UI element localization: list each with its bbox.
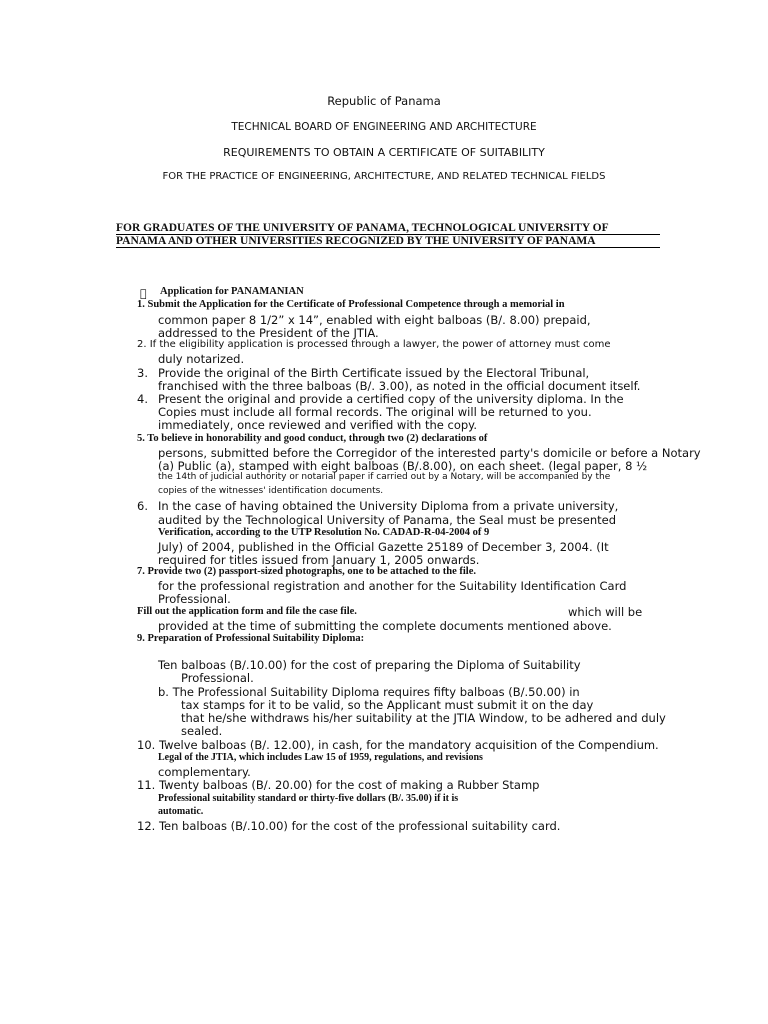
item-10-line-1: 10. Twelve balboas (B/. 12.00), in cash, for the mandatory acquisition of the Compendium. xyxy=(137,738,659,752)
item-7-line-3: Professional. xyxy=(158,592,231,606)
item-7-line-2: for the professional registration and another for the Suitability Identification Card xyxy=(158,579,627,593)
application-marker-icon xyxy=(140,286,147,300)
item-6-number: 6. xyxy=(137,499,148,513)
item-4-line-1: Present the original and provide a certified copy of the university diploma. In the xyxy=(158,392,624,406)
item-12-line-1: 12. Ten balboas (B/.10.00) for the cost of the professional suitability card. xyxy=(137,819,561,833)
item-5-line-4: the 14th of judicial authority or notarial paper if carried out by a Notary, will be accompanied by the xyxy=(158,472,611,482)
item-3-line-1: Provide the original of the Birth Certificate issued by the Electoral Tribunal, xyxy=(158,366,590,380)
item-5-line-3: (a) Public (a), stamped with eight balboas (B/.8.00), on each sheet. (legal paper, 8 ½ xyxy=(158,459,648,473)
item-3-number: 3. xyxy=(137,366,148,380)
item-9-a-line-1: Ten balboas (B/.10.00) for the cost of preparing the Diploma of Suitability xyxy=(158,658,581,672)
item-10-line-3: complementary. xyxy=(158,765,251,779)
item-1-line-1: 1. Submit the Application for the Certificate of Professional Competence through a memorial in xyxy=(137,299,565,310)
item-5-line-5: copies of the witnesses' identification documents. xyxy=(158,486,384,496)
header-practice: FOR THE PRACTICE OF ENGINEERING, ARCHITECTURE, AND RELATED TECHNICAL FIELDS xyxy=(162,171,606,182)
item-4-number: 4. xyxy=(137,392,148,406)
item-5-line-2: persons, submitted before the Corregidor of the interested party's domicile or before a Notary xyxy=(158,446,701,460)
application-label: Application for PANAMANIAN xyxy=(160,286,304,297)
item-3-line-2: franchised with the three balboas (B/. 3.00), as noted in the official document itself. xyxy=(158,379,641,393)
item-6-line-4: July) of 2004, published in the Official Gazette 25189 of December 3, 2004. (It xyxy=(158,540,609,554)
section-heading-line1: FOR GRADUATES OF THE UNIVERSITY OF PANAMA, TECHNOLOGICAL UNIVERSITY OF xyxy=(116,222,660,235)
item-7-line-1: 7. Provide two (2) passport-sized photographs, one to be attached to the file. xyxy=(137,566,476,577)
item-6-line-3: Verification, according to the UTP Resolution No. CADAD-R-04-2004 of 9 xyxy=(158,527,490,538)
item-6-line-1: In the case of having obtained the University Diploma from a private university, xyxy=(158,499,619,513)
item-4-line-3: immediately, once reviewed and verified with the copy. xyxy=(158,418,477,432)
item-8-line-1b: which will be xyxy=(568,605,643,619)
item-4-line-2: Copies must include all formal records. The original will be returned to you. xyxy=(158,405,592,419)
item-2-line-2: duly notarized. xyxy=(158,352,245,366)
item-9-b-line-4: sealed. xyxy=(181,724,223,738)
item-5-line-1: 5. To believe in honorability and good conduct, through two (2) declarations of xyxy=(137,433,488,444)
item-11-line-3: automatic. xyxy=(158,806,204,817)
item-11-line-2: Professional suitability standard or thirty-five dollars (B/. 35.00) if it is xyxy=(158,793,459,804)
item-9-a-line-2: Professional. xyxy=(181,671,254,685)
item-6-line-5: required for titles issued from January 1, 2005 onwards. xyxy=(158,553,480,567)
item-1-line-2: common paper 8 1/2” x 14”, enabled with eight balboas (B/. 8.00) prepaid, xyxy=(158,313,591,327)
section-heading-line2: PANAMA AND OTHER UNIVERSITIES RECOGNIZED BY THE UNIVERSITY OF PANAMA xyxy=(116,235,660,248)
item-2-line-1: 2. If the eligibility application is processed through a lawyer, the power of attorney must come xyxy=(137,339,611,350)
item-8-line-2: provided at the time of submitting the complete documents mentioned above. xyxy=(158,619,612,633)
item-10-line-2: Legal of the JTIA, which includes Law 15 of 1959, regulations, and revisions xyxy=(158,752,483,763)
item-9-b-line-2: tax stamps for it to be valid, so the Applicant must submit it on the day xyxy=(181,698,594,712)
item-6-line-2: audited by the Technological University of Panama, the Seal must be presented xyxy=(158,513,617,527)
header-board: TECHNICAL BOARD OF ENGINEERING AND ARCHITECTURE xyxy=(231,121,537,133)
header-country: Republic of Panama xyxy=(327,94,441,108)
item-8-line-1a: Fill out the application form and file the case file. xyxy=(137,606,357,617)
item-9-b-line-3: that he/she withdraws his/her suitability at the JTIA Window, to be adhered and duly xyxy=(181,711,666,725)
item-9-b-line-1: b. The Professional Suitability Diploma requires fifty balboas (B/.50.00) in xyxy=(158,685,580,699)
item-1-line-3: addressed to the President of the JTIA. xyxy=(158,326,379,340)
item-11-line-1: 11. Twenty balboas (B/. 20.00) for the cost of making a Rubber Stamp xyxy=(137,778,540,792)
item-9-heading: 9. Preparation of Professional Suitability Diploma: xyxy=(137,633,365,644)
header-requirements: REQUIREMENTS TO OBTAIN A CERTIFICATE OF SUITABILITY xyxy=(223,146,545,159)
